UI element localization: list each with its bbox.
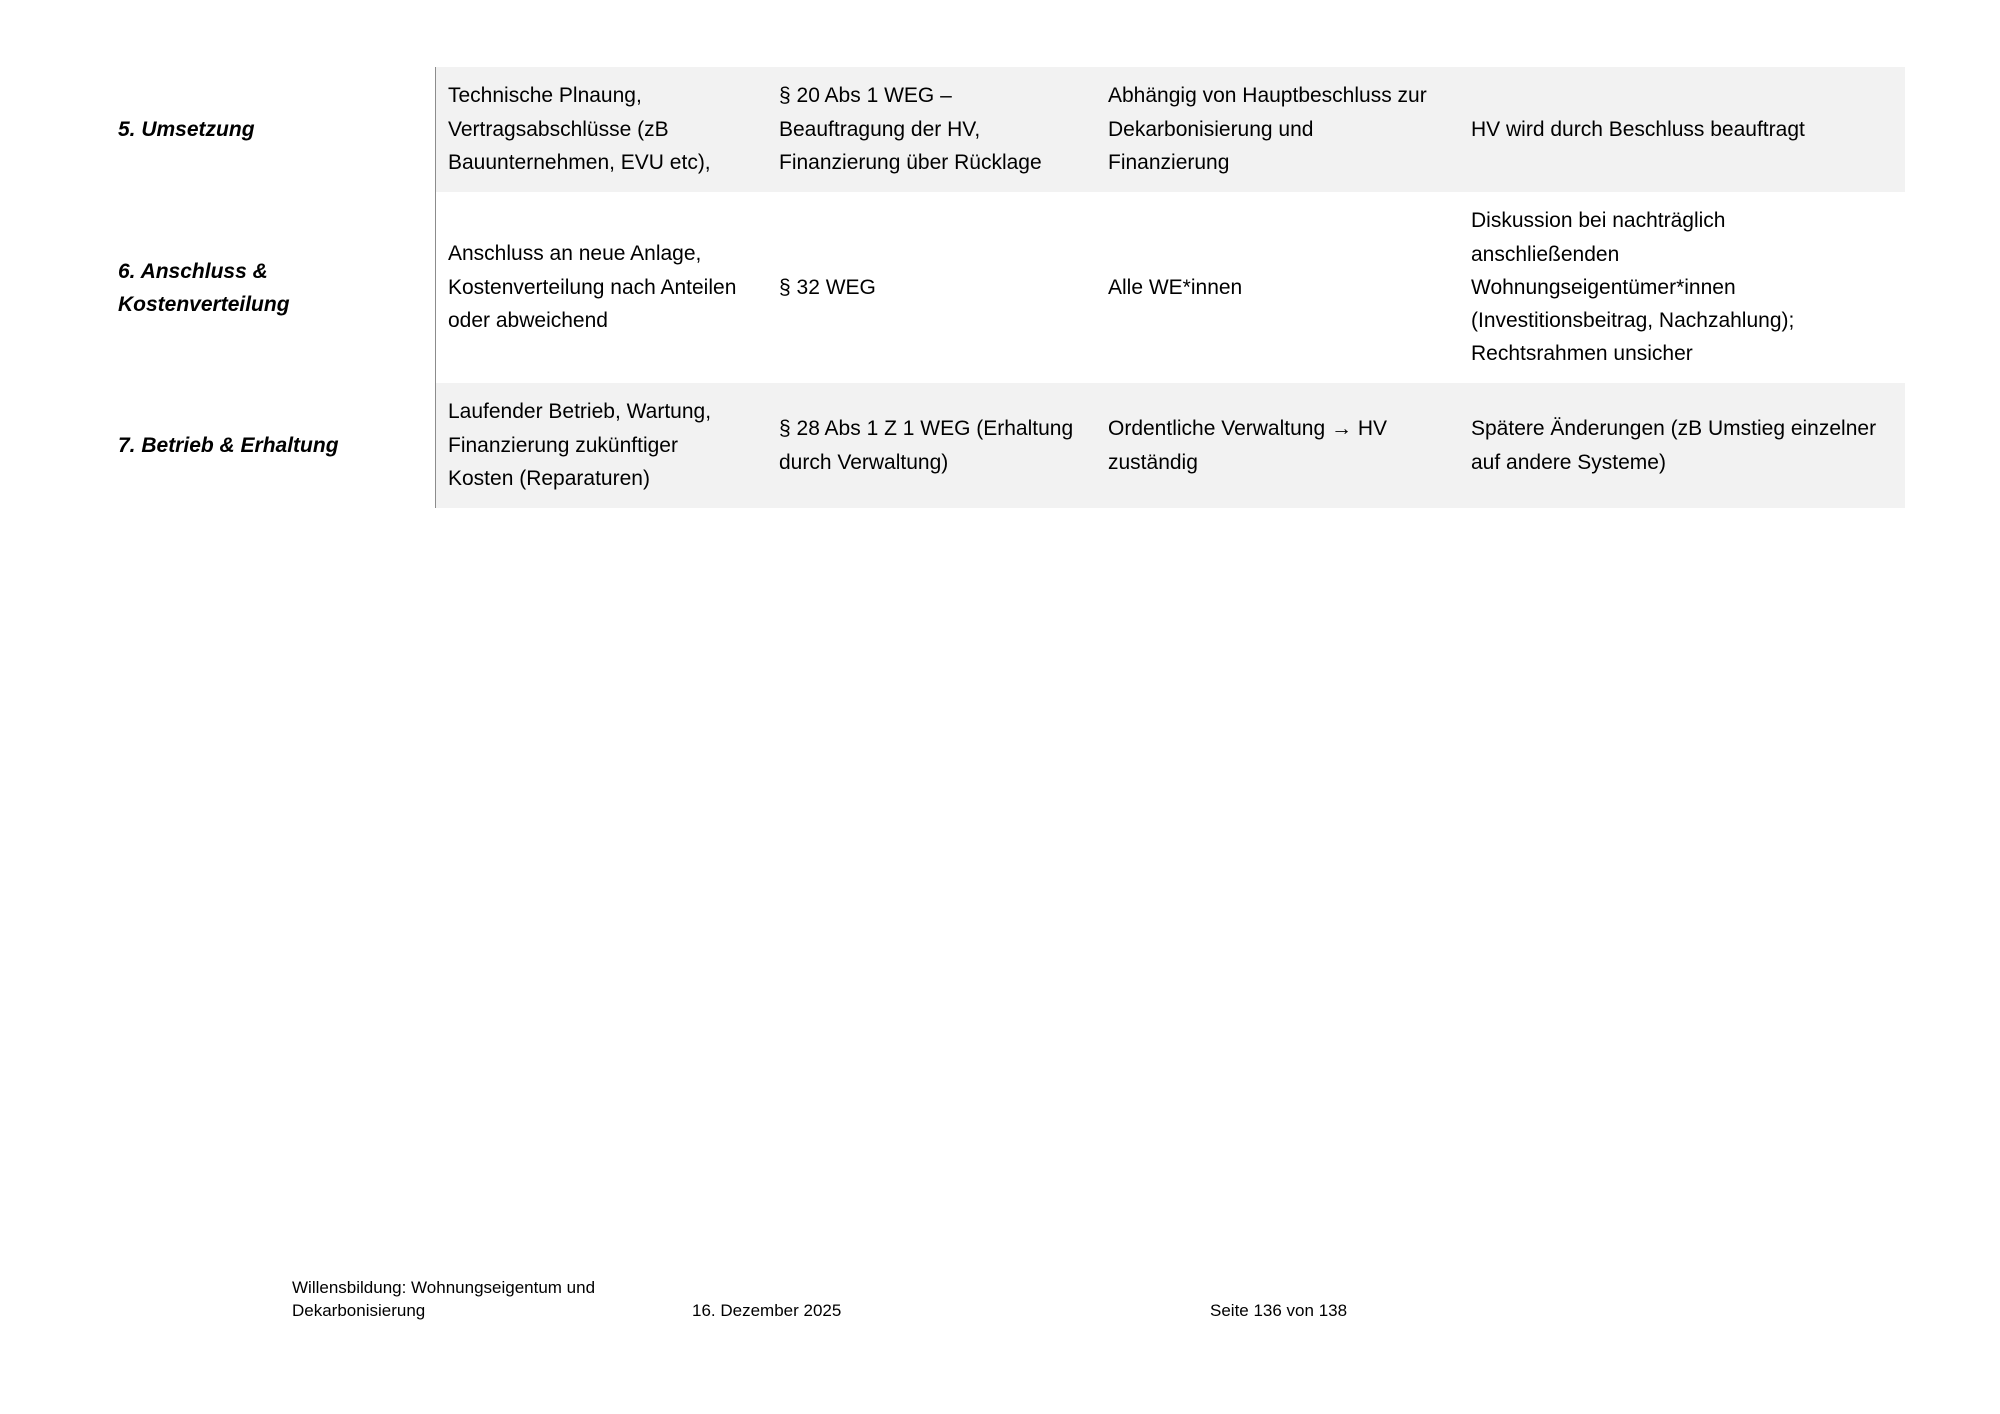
table-row	[115, 383, 1905, 508]
table-cell-task	[436, 237, 767, 338]
table-cell-task	[436, 79, 767, 180]
cell-line: § 20 Abs 1 WEG –	[779, 84, 952, 108]
cell-text: Ordentliche Verwaltung	[1108, 417, 1326, 440]
table-cell-notes	[1459, 412, 1905, 479]
cell-line: Dekarbonisierung und	[1108, 117, 1314, 141]
cell-line: Finanzierung	[1108, 151, 1230, 175]
row-content	[435, 383, 1905, 508]
cell-line: Finanzierung zukünftiger	[448, 433, 678, 457]
footer-page-number: Seite 136 von 138	[1210, 1301, 1348, 1320]
cell-line: durch Verwaltung)	[779, 450, 949, 474]
cell-line: Finanzierung über Rücklage	[779, 151, 1042, 175]
cell-line: Laufender Betrieb, Wartung,	[448, 400, 712, 424]
cell-line: Alle WE*innen	[1108, 275, 1243, 299]
cell-line: § 28 Abs 1 Z 1 WEG (Erhaltung	[779, 417, 1074, 440]
table-cell-legal-basis	[767, 412, 1096, 479]
cell-line: Technische Plnaung,	[448, 84, 642, 108]
cell-line: § 32 WEG	[779, 275, 876, 299]
cell-line: Spätere Änderungen (zB Umstieg einzelner	[1471, 417, 1877, 440]
cell-line: Kostenverteilung nach Anteilen	[448, 275, 737, 299]
table-cell-notes	[1459, 204, 1905, 370]
row-heading-betrieb	[115, 383, 435, 508]
table-cell-task	[436, 395, 767, 496]
cell-line: Wohnungseigentümer*innen	[1471, 275, 1736, 299]
cell-line: Rechtsrahmen unsicher	[1471, 342, 1693, 366]
cell-line	[1108, 412, 1449, 446]
cell-line: Anschluss an neue Anlage,	[448, 242, 702, 266]
cell-line: anschließenden	[1471, 242, 1620, 266]
footer-document-title	[292, 1276, 595, 1322]
cell-line: oder abweichend	[448, 309, 608, 333]
row-heading-umsetzung	[115, 67, 435, 192]
cell-line: Beauftragung der HV,	[779, 117, 981, 141]
cell-line: auf andere Systeme)	[1471, 450, 1666, 474]
footer-title-line: Dekarbonisierung	[292, 1301, 426, 1320]
process-table	[115, 67, 1905, 508]
cell-line: Vertragsabschlüsse (zB	[448, 117, 669, 141]
cell-line: HV wird durch Beschluss beauftragt	[1471, 117, 1805, 141]
cell-line: (Investitionsbeitrag, Nachzahlung);	[1471, 309, 1795, 333]
cell-line: Bauunternehmen, EVU etc),	[448, 151, 711, 175]
footer-date: 16. Dezember 2025	[692, 1301, 842, 1320]
table-cell-responsibility	[1096, 412, 1459, 479]
row-content	[435, 67, 1905, 192]
table-cell-responsibility	[1096, 271, 1459, 305]
cell-line: Abhängig von Hauptbeschluss zur	[1108, 84, 1427, 108]
row-content	[435, 192, 1905, 383]
footer-title-line: Willensbildung: Wohnungseigentum und	[292, 1278, 596, 1297]
table-cell-responsibility	[1096, 79, 1459, 180]
table-row	[115, 67, 1905, 192]
row-heading-anschluss	[115, 192, 435, 383]
cell-text: HV	[1357, 417, 1388, 440]
row-heading-text: Kostenverteilung	[118, 292, 290, 316]
row-heading-text: 7. Betrieb & Erhaltung	[118, 434, 339, 457]
table-cell-notes	[1459, 113, 1905, 147]
cell-line: Diskussion bei nachträglich	[1471, 209, 1726, 233]
row-heading-text: 6. Anschluss &	[118, 259, 268, 283]
arrow-right-icon: →	[1330, 417, 1352, 440]
table-cell-legal-basis	[767, 79, 1096, 180]
cell-line: zuständig	[1108, 450, 1198, 474]
table-cell-legal-basis	[767, 271, 1096, 305]
table-row	[115, 192, 1905, 383]
cell-line: Kosten (Reparaturen)	[448, 467, 650, 491]
row-heading-text: 5. Umsetzung	[118, 118, 255, 141]
